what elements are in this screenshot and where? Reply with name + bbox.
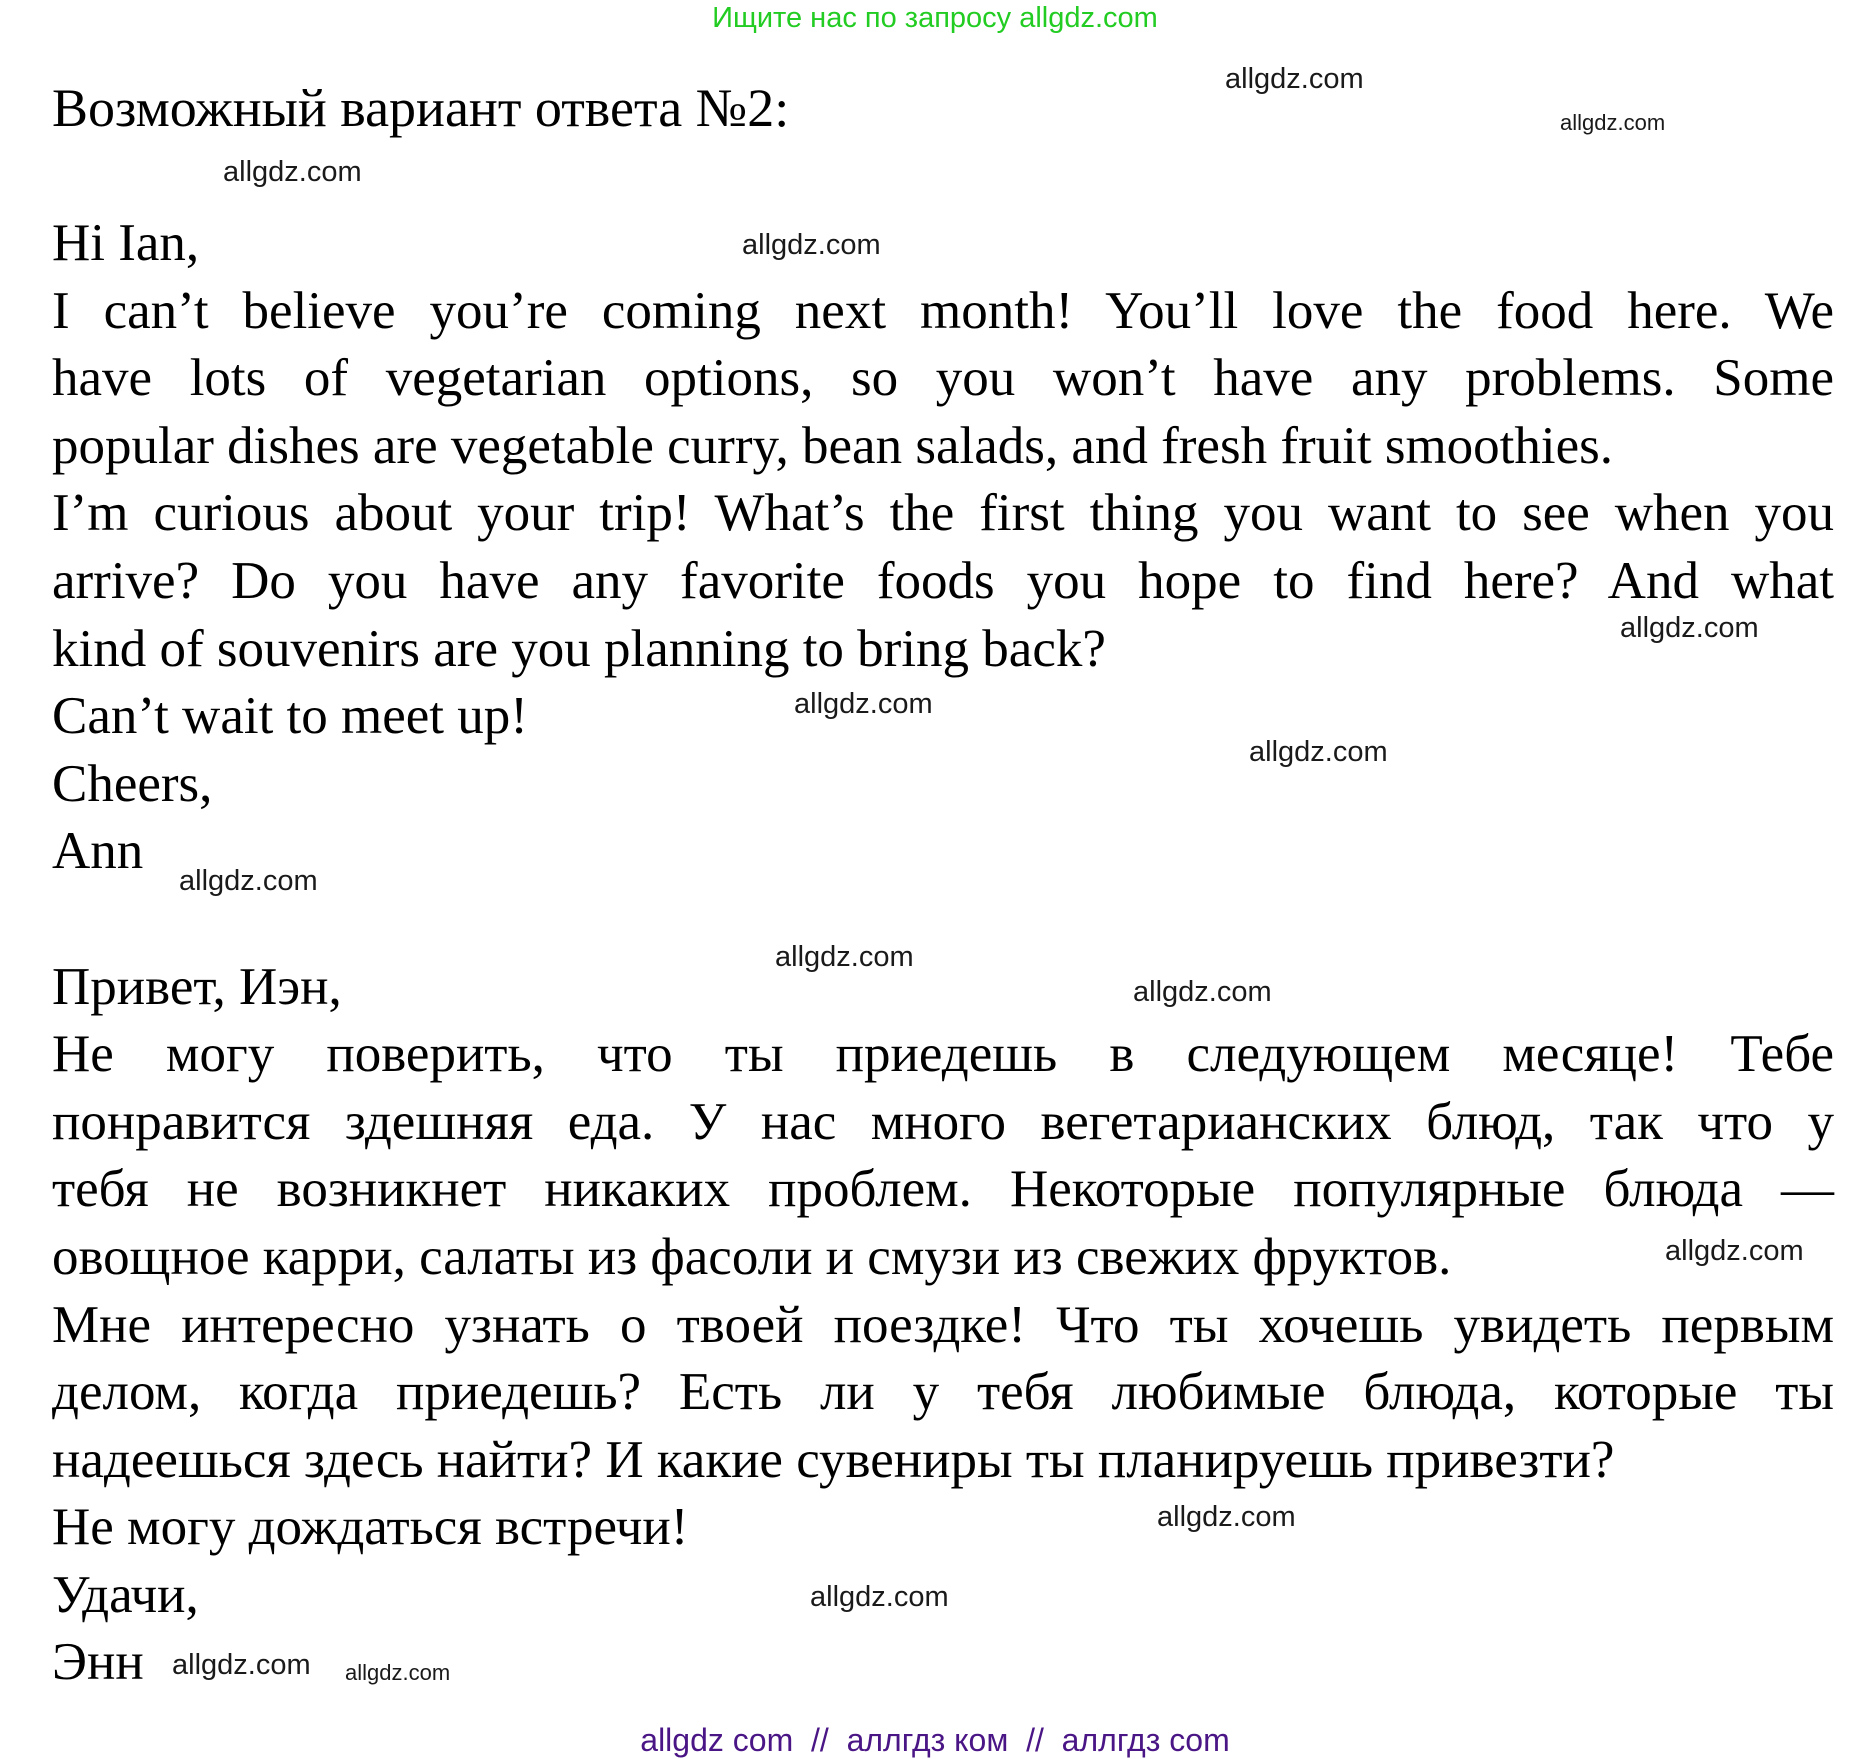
russian-signature: Энн: [52, 1633, 144, 1692]
watermark: allgdz.com: [179, 865, 318, 897]
watermark: allgdz.com: [742, 229, 881, 261]
russian-line: делом, когда приедешь? Есть ли у тебя любимые блюда, которые ты: [52, 1363, 1834, 1422]
english-line: kind of souvenirs are you planning to bring back?: [52, 619, 1106, 678]
russian-line: Мне интересно узнать о твоей поездке! Что ты хочешь увидеть первым: [52, 1295, 1834, 1354]
russian-greeting: Привет, Иэн,: [52, 957, 342, 1016]
russian-line: Не могу поверить, что ты приедешь в следующем месяце! Тебе: [52, 1025, 1834, 1084]
watermark: allgdz.com: [1249, 736, 1388, 768]
english-signature: Ann: [52, 822, 144, 881]
watermark: allgdz.com: [1157, 1501, 1296, 1533]
english-line: I’m curious about your trip! What’s the first thing you want to see when you: [52, 484, 1834, 543]
watermark: allgdz.com: [794, 688, 933, 720]
page-title: Возможный вариант ответа №2:: [52, 78, 790, 138]
letter-body: [52, 210, 1834, 1697]
watermark: allgdz.com: [223, 156, 362, 188]
watermark: allgdz.com: [1665, 1235, 1804, 1267]
english-line: arrive? Do you have any favorite foods you hope to find here? And what: [52, 551, 1834, 610]
russian-line: овощное карри, салаты из фасоли и смузи из свежих фруктов.: [52, 1227, 1452, 1286]
watermark: allgdz.com: [1560, 110, 1666, 135]
watermark: allgdz.com: [810, 1581, 949, 1613]
english-line: I can’t believe you’re coming next month! You’ll love the food here. We: [52, 281, 1834, 340]
english-closing: Can’t wait to meet up!: [52, 687, 528, 746]
footer-links[interactable]: allgdz com // аллгдз ком // аллгдз com: [640, 1722, 1230, 1758]
russian-closing: Не могу дождаться встречи!: [52, 1498, 689, 1557]
watermark: allgdz.com: [1133, 976, 1272, 1008]
english-line: popular dishes are vegetable curry, bean salads, and fresh fruit smoothies.: [52, 416, 1614, 475]
russian-line: тебя не возникнет никаких проблем. Некоторые популярные блюда —: [52, 1160, 1834, 1219]
russian-line: надеешься здесь найти? И какие сувениры ты планируешь привезти?: [52, 1430, 1615, 1489]
promo-banner[interactable]: Ищите нас по запросу allgdz.com: [712, 2, 1158, 34]
watermark: allgdz.com: [172, 1649, 311, 1681]
watermark: allgdz.com: [345, 1660, 451, 1685]
english-line: have lots of vegetarian options, so you won’t have any problems. Some: [52, 349, 1834, 408]
russian-line: понравится здешняя еда. У нас много вегетарианских блюд, так что у: [52, 1092, 1834, 1151]
english-greeting: Hi Ian,: [52, 214, 200, 272]
watermark: allgdz.com: [1620, 612, 1759, 644]
watermark: allgdz.com: [1225, 63, 1364, 95]
english-signoff: Cheers,: [52, 754, 213, 813]
watermark: allgdz.com: [775, 941, 914, 973]
spacer: [52, 886, 1834, 954]
russian-signoff: Удачи,: [52, 1565, 199, 1624]
